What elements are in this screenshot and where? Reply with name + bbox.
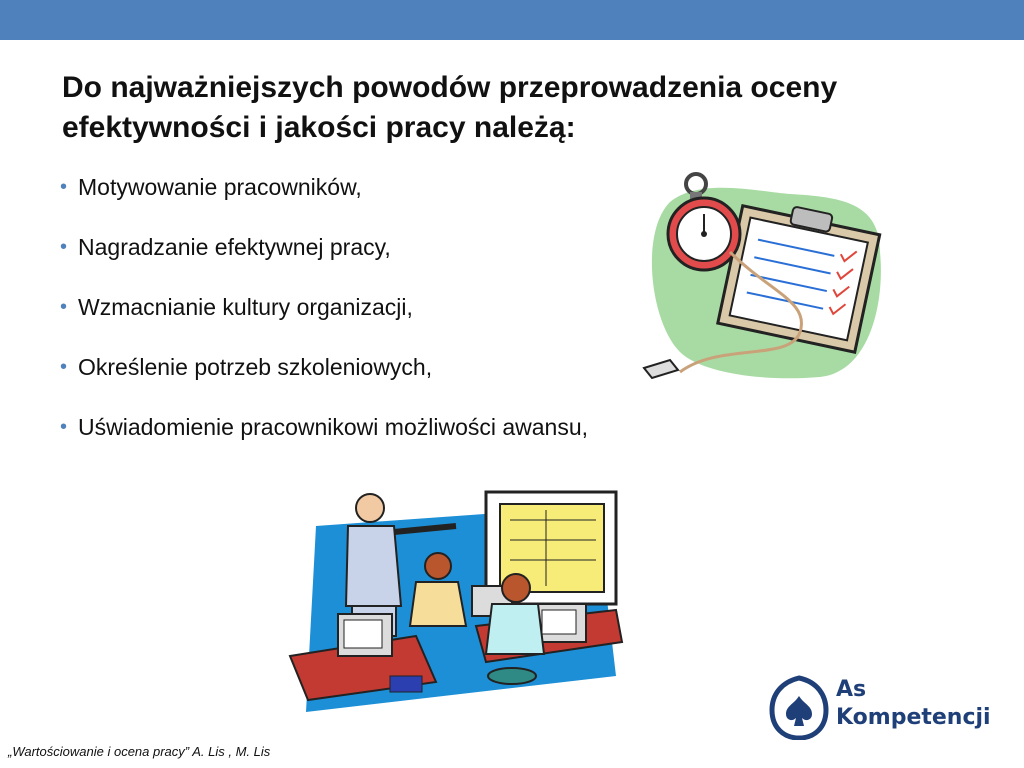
bullet-icon: • <box>60 416 68 438</box>
list-item <box>60 232 588 292</box>
list-item <box>60 292 588 352</box>
bullet-list <box>60 172 588 472</box>
bullet-text: Wzmacnianie kultury organizacji, <box>78 294 413 320</box>
bullet-icon: • <box>60 176 68 198</box>
logo-line-2: Kompetencji <box>836 705 991 730</box>
list-item <box>60 412 588 472</box>
bullet-icon: • <box>60 296 68 318</box>
list-item <box>60 352 588 412</box>
bullet-text: Nagradzanie efektywnej pracy, <box>78 234 391 260</box>
spade-emblem-icon <box>768 674 830 740</box>
bullet-text: Uświadomienie pracownikowi możliwości awansu, <box>78 414 589 440</box>
source-caption: „Wartościowanie i ocena pracy” A. Lis , M. Lis <box>8 744 271 759</box>
bullet-text: Motywowanie pracowników, <box>78 174 362 200</box>
top-accent-bar <box>0 0 1024 40</box>
stopwatch-clipboard-clipart <box>640 172 890 384</box>
list-item <box>60 172 588 232</box>
slide-title <box>62 68 962 148</box>
office-presentation-clipart <box>286 486 626 712</box>
as-kompetencji-logo <box>768 672 998 742</box>
logo-text <box>836 676 991 732</box>
bullet-icon: • <box>60 356 68 378</box>
logo-line-1: As <box>836 677 867 702</box>
title-line-1: Do najważniejszych powodów przeprowadzenia oceny <box>62 71 838 104</box>
bullet-text: Określenie potrzeb szkoleniowych, <box>78 354 433 380</box>
bullet-icon: • <box>60 236 68 258</box>
title-line-2: efektywności i jakości pracy należą: <box>62 111 576 144</box>
